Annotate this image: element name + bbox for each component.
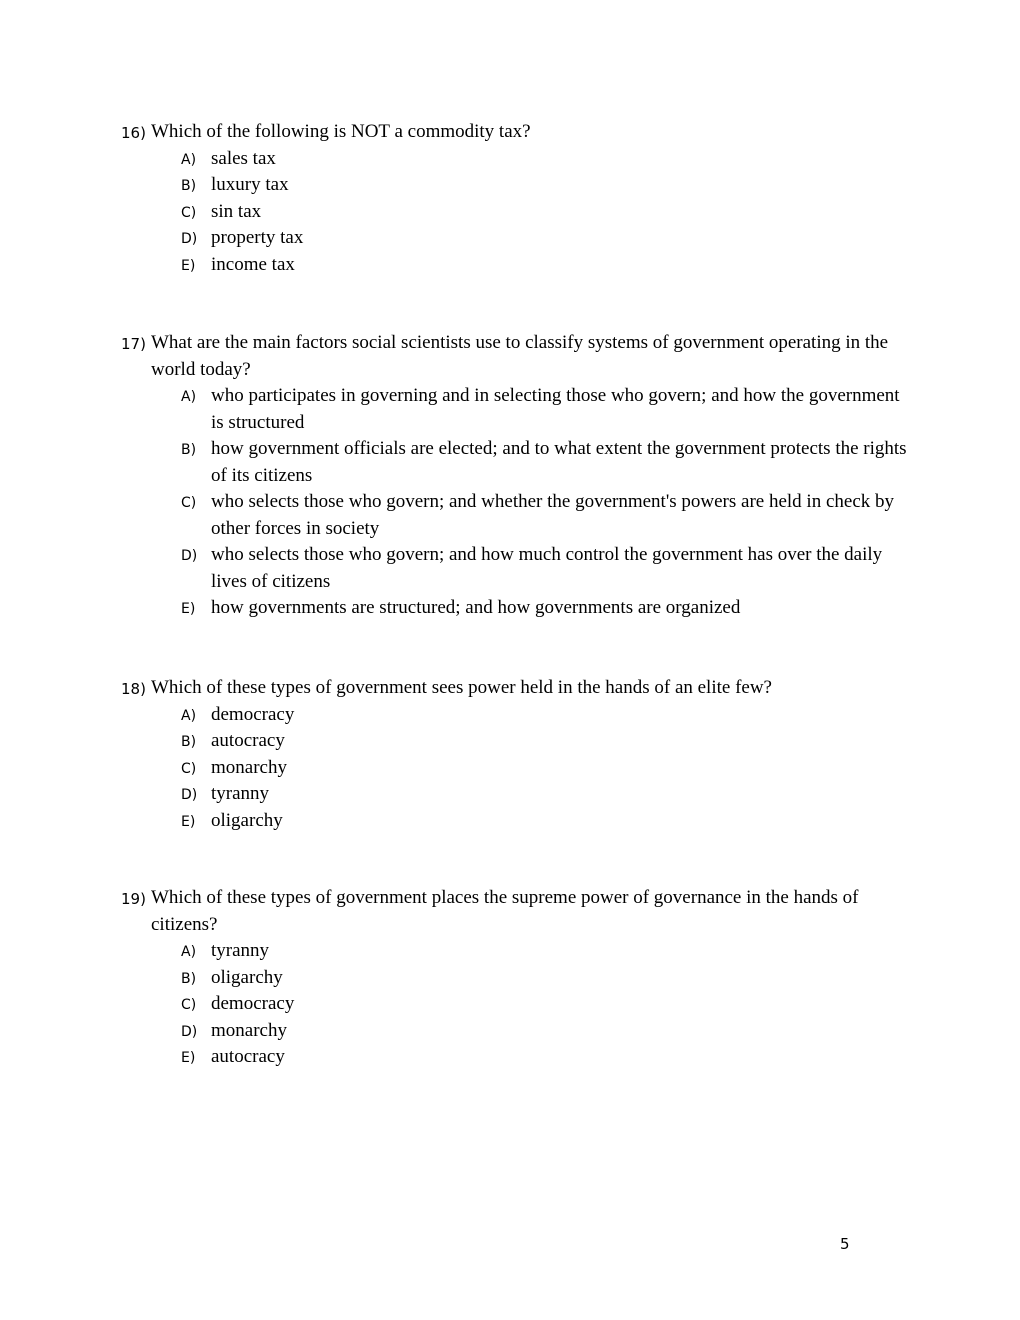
option-letter: A)	[181, 389, 197, 405]
question-number: 19)	[121, 890, 146, 908]
option-text: who selects those who govern; and whether the government's powers are held in check by other forces in society	[211, 491, 894, 539]
option-letter: B)	[181, 970, 197, 987]
option-text: sin tax	[211, 200, 262, 222]
option-letter: C)	[181, 204, 197, 221]
option-text: monarchy	[211, 756, 287, 778]
option-text: autocracy	[211, 730, 285, 751]
answer-option-d	[181, 781, 911, 808]
option-letter: A)	[181, 944, 197, 960]
answer-options	[121, 938, 911, 1071]
answer-option-d	[181, 225, 911, 252]
option-letter: B)	[181, 442, 197, 458]
option-letter: E)	[181, 601, 196, 617]
answer-option-c	[181, 991, 911, 1018]
question-number: 18)	[121, 680, 146, 698]
question-17	[121, 330, 911, 622]
option-text: monarchy	[211, 1019, 287, 1041]
answer-option-e	[181, 808, 911, 835]
option-text: sales tax	[211, 147, 276, 169]
answer-option-b	[181, 436, 911, 489]
answer-option-a	[181, 938, 911, 965]
answer-options	[121, 702, 911, 835]
question-18	[121, 675, 911, 834]
option-letter: E)	[181, 257, 196, 274]
answer-option-b	[181, 172, 911, 199]
option-text: tyranny	[211, 940, 270, 961]
question-stem	[121, 885, 911, 938]
question-text: Which of the following is NOT a commodity tax?	[151, 121, 531, 142]
answer-option-c	[181, 755, 911, 782]
option-letter: B)	[181, 178, 197, 194]
answer-option-a	[181, 383, 911, 436]
option-letter: D)	[181, 1023, 198, 1040]
option-text: how governments are structured; and how governments are organized	[211, 597, 741, 618]
option-text: autocracy	[211, 1046, 285, 1067]
answer-option-e	[181, 595, 911, 622]
option-text: who participates in governing and in selecting those who govern; and how the government is structured	[211, 385, 900, 433]
option-letter: A)	[181, 707, 197, 724]
answer-options	[121, 146, 911, 279]
question-stem	[121, 119, 911, 146]
answer-options	[121, 383, 911, 622]
question-text: Which of these types of government sees power held in the hands of an elite few?	[151, 677, 772, 698]
question-16	[121, 119, 911, 278]
answer-option-e	[181, 252, 911, 279]
option-text: how government officials are elected; and to what extent the government protects the rights of its citizens	[211, 438, 907, 486]
option-text: oligarchy	[211, 809, 283, 831]
option-letter: C)	[181, 997, 197, 1013]
option-letter: C)	[181, 495, 197, 511]
question-stem	[121, 675, 911, 702]
option-letter: E)	[181, 1050, 196, 1066]
option-letter: B)	[181, 734, 197, 750]
answer-option-b	[181, 965, 911, 992]
question-text: Which of these types of government places the supreme power of governance in the hands of citizens?	[151, 887, 859, 935]
answer-option-c	[181, 199, 911, 226]
option-letter: C)	[181, 760, 197, 777]
question-text: What are the main factors social scientists use to classify systems of government operating in the world today?	[151, 332, 889, 380]
option-letter: D)	[181, 787, 198, 803]
question-stem	[121, 330, 911, 383]
option-letter: D)	[181, 231, 198, 247]
answer-option-e	[181, 1044, 911, 1071]
option-text: democracy	[211, 703, 295, 725]
answer-option-b	[181, 728, 911, 755]
page-number: 5	[840, 1235, 850, 1253]
question-19	[121, 885, 911, 1071]
answer-option-d	[181, 1018, 911, 1045]
option-letter: E)	[181, 813, 196, 830]
option-text: oligarchy	[211, 966, 283, 988]
answer-option-a	[181, 702, 911, 729]
answer-option-d	[181, 542, 911, 595]
answer-option-a	[181, 146, 911, 173]
answer-option-c	[181, 489, 911, 542]
question-number: 16)	[121, 124, 146, 142]
option-text: luxury tax	[211, 174, 289, 195]
option-text: democracy	[211, 993, 295, 1014]
option-letter: D)	[181, 548, 198, 564]
option-text: property tax	[211, 227, 304, 248]
option-text: income tax	[211, 253, 295, 275]
question-number: 17)	[121, 335, 146, 353]
option-text: who selects those who govern; and how much control the government has over the daily lives of citizens	[211, 544, 883, 592]
option-letter: A)	[181, 151, 197, 168]
option-text: tyranny	[211, 783, 270, 804]
